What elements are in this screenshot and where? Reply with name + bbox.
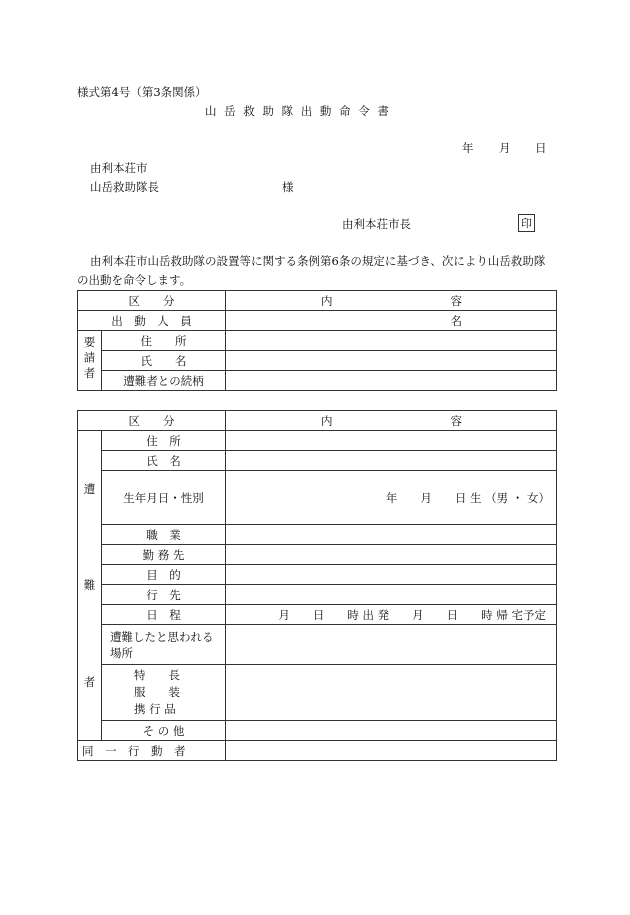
dispatch-label: 出 動 人 員 xyxy=(78,311,226,331)
victim-other-field[interactable] xyxy=(226,721,557,741)
header-naiyou-2a: 内 xyxy=(321,413,333,428)
seal-mark: 印 xyxy=(518,214,535,232)
header-naiyou-a: 内 xyxy=(321,293,333,308)
victim-work-field[interactable] xyxy=(226,545,557,565)
victim-destination-field[interactable] xyxy=(226,585,557,605)
victim-features-field[interactable] xyxy=(226,665,557,721)
victim-table xyxy=(77,410,557,761)
header-kubun-2: 区 分 xyxy=(78,411,226,431)
companion-field[interactable] xyxy=(226,741,557,761)
header-kubun: 区 分 xyxy=(78,291,226,311)
addressee-city: 由利本荘市 xyxy=(90,161,148,175)
issuer: 由利本荘市長 xyxy=(342,217,411,231)
victim-schedule-label: 日 程 xyxy=(102,605,226,625)
victim-place-label: 遭難したと思われる場所 xyxy=(102,625,226,665)
requester-relation-label: 遭難者との続柄 xyxy=(102,371,226,391)
dispatch-unit: 名 xyxy=(226,311,557,331)
features-label: 特 長 xyxy=(134,668,180,682)
victim-char-2: 難 xyxy=(83,578,96,593)
honorific: 様 xyxy=(282,180,294,194)
victim-group xyxy=(78,431,102,741)
victim-purpose-label: 目 的 xyxy=(102,565,226,585)
victim-job-field[interactable] xyxy=(226,525,557,545)
header-naiyou-b: 容 xyxy=(450,293,462,308)
belongings-label: 携 行 品 xyxy=(134,702,176,716)
requester-name-label: 氏 名 xyxy=(102,351,226,371)
dispatch-table xyxy=(77,290,557,391)
victim-features-label xyxy=(102,665,226,721)
victim-name-field[interactable] xyxy=(226,451,557,471)
victim-job-label: 職 業 xyxy=(102,525,226,545)
form-number: 様式第4号（第3条関係） xyxy=(77,85,207,99)
body-line-1: 由利本荘市山岳救助隊の設置等に関する条例第6条の規定に基づき、次により山岳救助隊 xyxy=(90,254,546,268)
requester-address-field[interactable] xyxy=(226,331,557,351)
body-line-2: の出動を命令します。 xyxy=(77,273,192,287)
companion-label: 同 一 行 動 者 xyxy=(78,741,226,761)
victim-char-3: 者 xyxy=(83,675,96,690)
victim-other-label: そ の 他 xyxy=(102,721,226,741)
requester-relation-field[interactable] xyxy=(226,371,557,391)
victim-birth-field[interactable]: 年 月 日 生 （男 ・ 女） xyxy=(226,471,557,525)
victim-work-label: 勤 務 先 xyxy=(102,545,226,565)
victim-address-field[interactable] xyxy=(226,431,557,451)
victim-purpose-field[interactable] xyxy=(226,565,557,585)
header-naiyou-2 xyxy=(226,411,557,431)
header-naiyou-2b: 容 xyxy=(450,413,462,428)
victim-destination-label: 行 先 xyxy=(102,585,226,605)
addressee-chief: 山岳救助隊長 xyxy=(90,180,159,194)
victim-place-field[interactable] xyxy=(226,625,557,665)
victim-address-label: 住 所 xyxy=(102,431,226,451)
date-year-label: 年 xyxy=(462,141,474,155)
clothing-label: 服 装 xyxy=(134,685,180,699)
date-month-label: 月 xyxy=(499,141,511,155)
requester-group-label: 要請者 xyxy=(82,335,97,383)
header-naiyou xyxy=(226,291,557,311)
victim-char-1: 遭 xyxy=(83,481,96,496)
victim-name-label: 氏 名 xyxy=(102,451,226,471)
requester-address-label: 住 所 xyxy=(102,331,226,351)
date-day-label: 日 xyxy=(535,141,547,155)
page-title: 山 岳 救 助 隊 出 動 命 令 書 xyxy=(205,104,391,118)
victim-birth-label: 生年月日・性別 xyxy=(102,471,226,525)
requester-name-field[interactable] xyxy=(226,351,557,371)
requester-group xyxy=(78,331,102,391)
victim-schedule-field[interactable]: 月 日 時 出 発 月 日 時 帰 宅予定 xyxy=(226,605,557,625)
